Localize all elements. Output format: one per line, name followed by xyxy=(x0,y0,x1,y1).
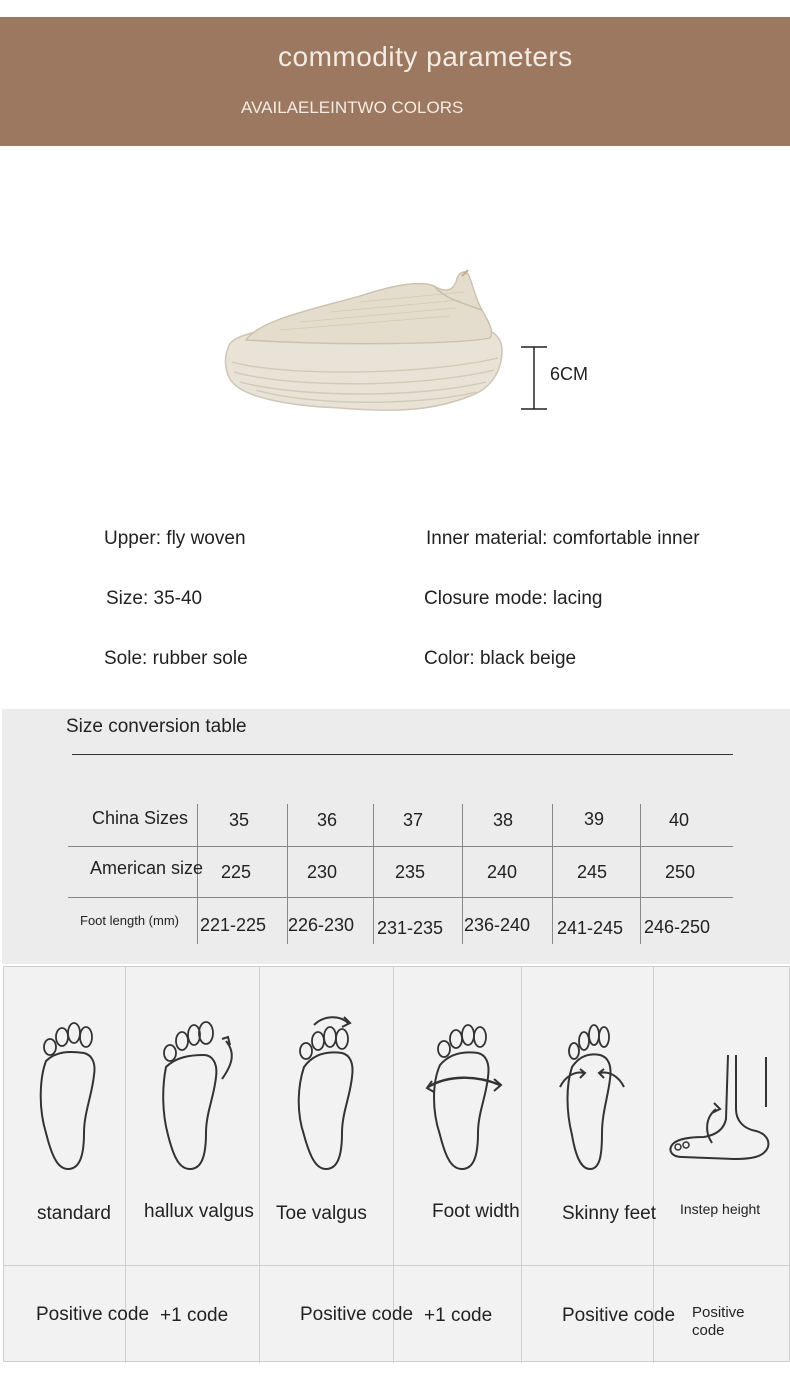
foot-type-label-foot-width: Foot width xyxy=(432,1201,520,1222)
foot-type-label-skinny-feet: Skinny feet xyxy=(562,1203,656,1224)
param-inner-material: Inner material: comfortable inner xyxy=(426,528,700,549)
table-cell: 38 xyxy=(493,810,514,830)
column-divider xyxy=(521,967,522,1363)
size-conversion-section xyxy=(2,709,790,964)
foot-type-label-toe-valgus: Toe valgus xyxy=(276,1203,367,1224)
header-banner xyxy=(0,17,790,146)
code-label-instep-height: Positive code xyxy=(692,1304,745,1339)
size-table-title: Size conversion table xyxy=(66,716,247,737)
param-closure: Closure mode: lacing xyxy=(424,588,603,609)
param-sole: Sole: rubber sole xyxy=(104,648,248,669)
table-cell: 225 xyxy=(221,862,252,882)
column-divider xyxy=(373,804,374,944)
table-cell: 231-235 xyxy=(377,918,444,938)
table-cell: 226-230 xyxy=(288,915,355,935)
row-divider xyxy=(68,846,733,847)
row-header-foot-length: Foot length (mm) xyxy=(80,913,179,928)
column-divider xyxy=(259,967,260,1363)
shoe-image xyxy=(220,266,510,426)
banner-title: commodity parameters xyxy=(278,41,573,72)
height-indicator-icon xyxy=(517,345,549,411)
table-cell: 250 xyxy=(665,862,696,882)
foot-type-label-standard: standard xyxy=(37,1203,111,1224)
row-divider xyxy=(4,1265,790,1266)
table-cell: 39 xyxy=(584,809,605,829)
table-cell: 246-250 xyxy=(644,917,711,937)
table-cell: 230 xyxy=(307,862,338,882)
foot-type-guide xyxy=(3,966,790,1362)
table-cell: 245 xyxy=(577,862,608,882)
column-divider xyxy=(552,804,553,944)
column-divider xyxy=(640,804,641,944)
foot-hallux-valgus-icon xyxy=(156,1017,242,1173)
top-strip xyxy=(0,0,790,17)
foot-toe-valgus-icon xyxy=(292,1011,362,1173)
row-header-american-size: American size xyxy=(90,858,204,878)
table-cell: 40 xyxy=(669,810,690,830)
foot-width-icon xyxy=(424,1017,504,1173)
foot-type-label-instep-height: Instep height xyxy=(680,1201,761,1217)
code-label-standard: Positive code xyxy=(36,1304,150,1325)
param-color: Color: black beige xyxy=(424,648,577,669)
table-cell: 37 xyxy=(403,810,424,830)
column-divider xyxy=(462,804,463,944)
code-label-skinny-feet: Positive code xyxy=(562,1305,676,1326)
code-label-foot-width: +1 code xyxy=(424,1305,493,1326)
row-header-china-sizes: China Sizes xyxy=(92,808,189,828)
product-image-area xyxy=(0,146,790,506)
code-label-toe-valgus: Positive code xyxy=(300,1304,414,1325)
param-upper: Upper: fly woven xyxy=(104,528,246,549)
title-divider xyxy=(72,754,733,755)
foot-standard-icon xyxy=(34,1017,104,1173)
foot-skinny-icon xyxy=(554,1017,630,1173)
table-cell: 236-240 xyxy=(464,915,531,935)
column-divider xyxy=(653,967,654,1363)
table-cell: 241-245 xyxy=(557,918,624,938)
row-divider xyxy=(68,897,733,898)
table-cell: 221-225 xyxy=(200,915,267,935)
table-cell: 35 xyxy=(229,810,250,830)
foot-instep-height-icon xyxy=(664,1047,776,1167)
table-cell: 36 xyxy=(317,810,338,830)
code-label-hallux-valgus: +1 code xyxy=(160,1305,229,1326)
param-size: Size: 35-40 xyxy=(106,588,203,609)
banner-subtitle: AVAILAELEINTWO COLORS xyxy=(241,98,464,117)
foot-type-label-hallux-valgus: hallux valgus xyxy=(144,1201,254,1222)
table-cell: 235 xyxy=(395,862,426,882)
table-cell: 240 xyxy=(487,862,518,882)
heel-height-label: 6CM xyxy=(550,364,589,384)
